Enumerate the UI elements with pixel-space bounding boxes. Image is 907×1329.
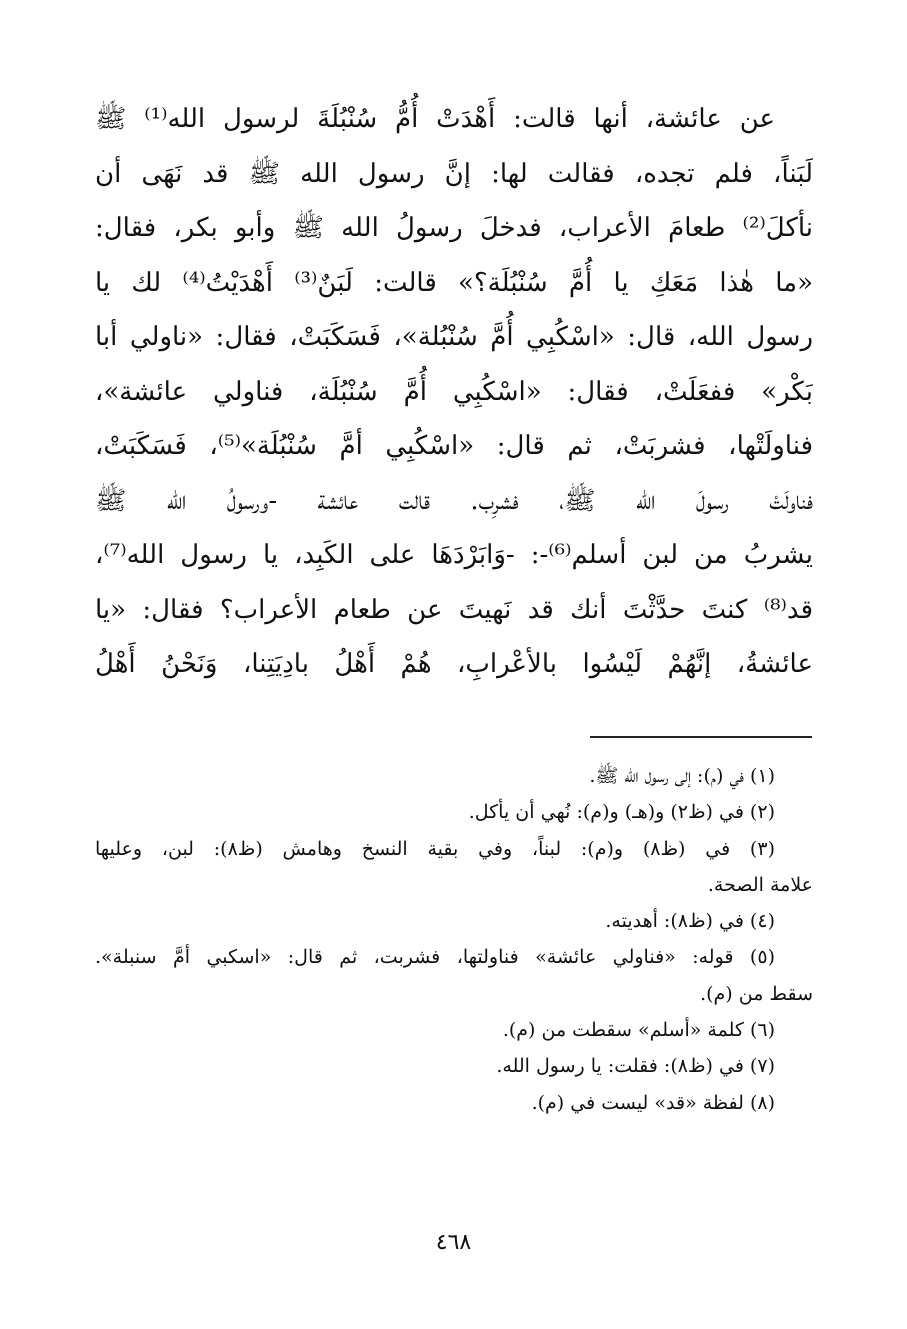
footnote-2: (٢) في (ظ٢) و(هـ) و(م): نُهي أن يأكل. xyxy=(468,801,775,824)
main-text-line: عن عائشة، أنها قالت: أَهْدَتْ أُمُّ سُنْبُلَةَ لرسول الله⁽¹⁾ ﷺ xyxy=(95,104,775,134)
footnote-3-continuation: علامة الصحة. xyxy=(707,873,813,896)
main-text-line: لَبَناً، فلم تجده، فقالت لها: إنَّ رسول الله ﷺ قد نَهَى أن xyxy=(95,158,813,189)
main-text-line: قد⁽⁸⁾ كنتَ حدَّثْتَ أنك قد نَهيتَ عن طعام الأعراب؟ فقال: «يا xyxy=(95,594,813,625)
footnote-5: (٥) قوله: «فناولي عائشة» فناولتها، فشربت، ثم قال: «اسكبي أمَّ سنبلة». xyxy=(95,946,775,969)
footnote-4: (٤) في (ظ٨): أهديته. xyxy=(605,910,775,933)
footnote-1: (١) في (م): إلى رسول الله ﷺ. xyxy=(589,765,775,787)
footnote-5-continuation: سقط من (م). xyxy=(700,982,813,1005)
footnote-7: (٧) في (ظ٨): فقلت: يا رسول الله. xyxy=(496,1055,775,1078)
main-text-line: رسول الله، قال: «اسْكُبِي أُمَّ سُنْبُلة»، فَسَكَبَتْ، فقال: «ناولي أبا xyxy=(95,322,813,352)
main-text-line: عائشةُ، إنَّهُمْ لَيْسُوا بالأعْرابِ، هُمْ أَهْلُ بادِيَتِنا، وَنَحْنُ أَهْلُ xyxy=(95,649,813,679)
footnote-3: (٣) في (ظ٨) و(م): لبناً، وفي بقية النسخ وهامش (ظ٨): لبن، وعليها xyxy=(95,837,775,860)
footnote-divider xyxy=(590,736,812,738)
main-text-line: «ما هٰذا مَعَكِ يا أُمَّ سُنْبُلَة؟» قالت: لَبَنٌ⁽³⁾ أَهْدَيْتُ⁽⁴⁾ لك يا xyxy=(95,267,813,298)
footnote-6: (٦) كلمة «أسلم» سقطت من (م). xyxy=(502,1019,775,1042)
page-number: ٤٦٨ xyxy=(435,1230,472,1255)
main-text-line: فناولَتْها، فشربَتْ، ثم قال: «اسْكُبِي أمَّ سُنْبُلَة»⁽⁵⁾، فَسَكَبَتْ، xyxy=(95,431,813,461)
main-text-block xyxy=(95,92,813,692)
footnote-8: (٨) لفظة «قد» ليست في (م). xyxy=(531,1091,775,1114)
main-text-line: بَكْر» ففعَلَتْ، فقال: «اسْكُبِي أُمَّ سُنْبُلَة، فناولي عائشة»، xyxy=(95,376,813,407)
main-text-line: يشربُ من لبن أسلم⁽⁶⁾-: -وَابَرْدَهَا على الكَبِد، يا رسول الله⁽⁷⁾، xyxy=(95,540,813,570)
main-text-line: نأكلَ⁽²⁾ طعامَ الأعراب، فدخلَ رسولُ الله ﷺ وأبو بكر، فقال: xyxy=(95,213,813,243)
main-text-line: فناولَتْ رسولَ الله ﷺ، فشرِب. قالت عائشة -ورسولُ الله ﷺ xyxy=(95,485,813,516)
footnotes-block xyxy=(95,758,813,1121)
